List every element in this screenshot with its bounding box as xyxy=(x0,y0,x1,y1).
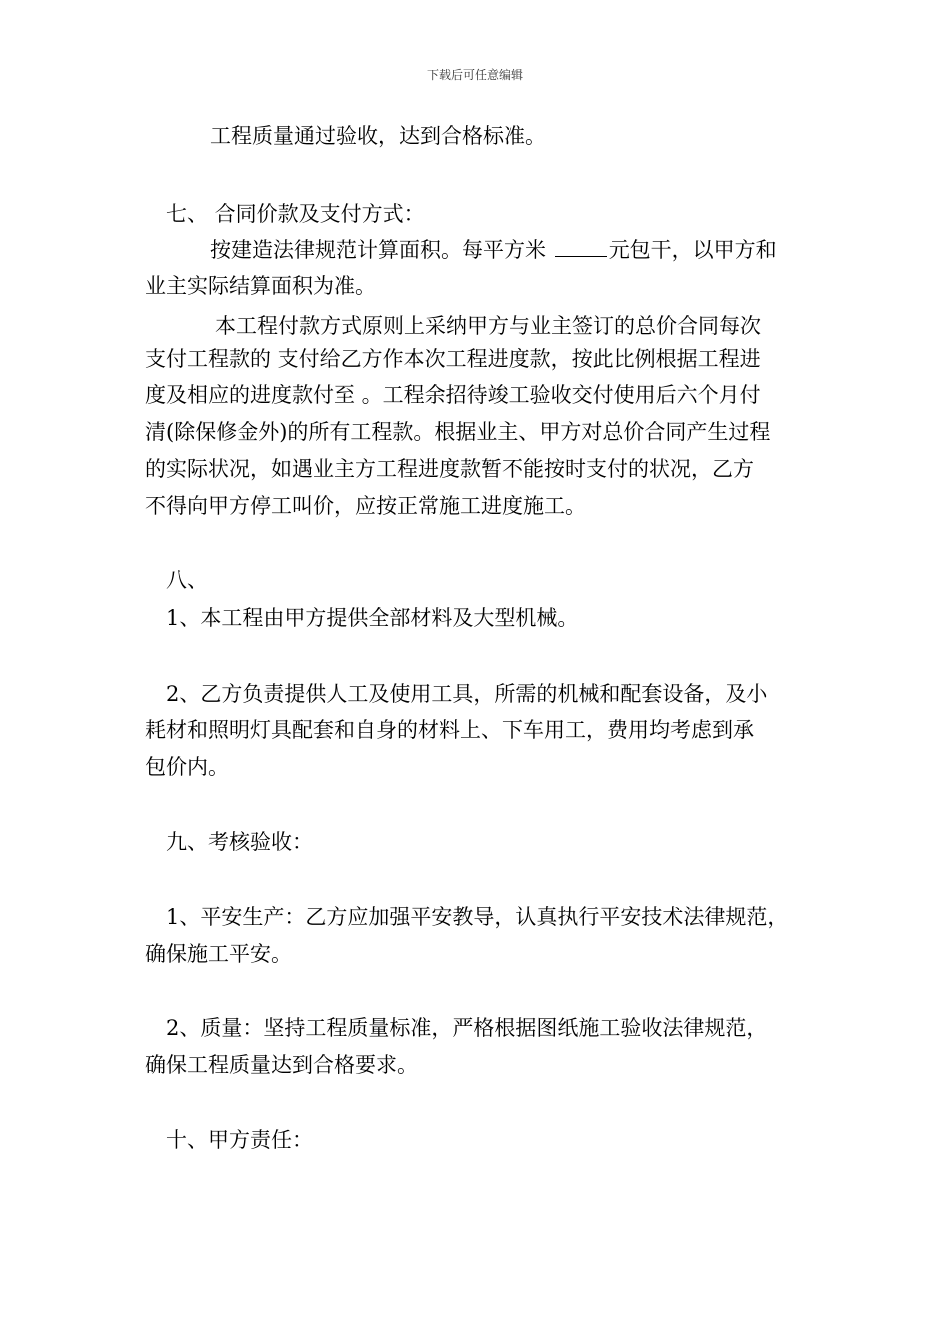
text-fragment: 按建造法律规范计算面积。每平方米 xyxy=(210,238,553,262)
paragraph-line: 包价内。 xyxy=(145,755,229,779)
section-heading-7: 七、 合同价款及支付方式： xyxy=(166,202,425,226)
paragraph-line: 1、本工程由甲方提供全部材料及大型机械。 xyxy=(166,606,579,630)
paragraph-line: 清(除保修金外)的所有工程款。根据业主、甲方对总价合同产生过程 xyxy=(145,420,771,444)
paragraph-line: 工程质量通过验收，达到合格标准。 xyxy=(210,124,546,148)
paragraph-line: 支付工程款的 支付给乙方作本次工程进度款，按此比例根据工程进 xyxy=(145,347,761,371)
section-heading-9: 九、考核验收： xyxy=(166,830,313,854)
paragraph-line: 业主实际结算面积为准。 xyxy=(145,274,376,298)
paragraph-line: 耗材和照明灯具配套和自身的材料上、下车用工，费用均考虑到承 xyxy=(145,718,754,742)
paragraph-line: 1、平安生产：乙方应加强平安教导，认真执行平安技术法律规范， xyxy=(166,905,789,929)
text-fragment: 元包干，以甲方和 xyxy=(608,238,777,262)
paragraph-line: 2、质量：坚持工程质量标准，严格根据图纸施工验收法律规范， xyxy=(166,1016,768,1040)
page-header-note: 下载后可任意编辑 xyxy=(426,68,523,82)
paragraph-line: 度及相应的进度款付至 。工程余招待竣工验收交付使用后六个月付 xyxy=(145,383,761,407)
paragraph-line: 本工程付款方式原则上采纳甲方与业主签订的总价合同每次 xyxy=(215,314,761,338)
fill-in-blank xyxy=(555,238,607,257)
paragraph-line-with-blank xyxy=(210,236,777,264)
paragraph-line: 不得向甲方停工叫价，应按正常施工进度施工。 xyxy=(145,494,586,518)
paragraph-line: 的实际状况，如遇业主方工程进度款暂不能按时支付的状况，乙方 xyxy=(145,457,754,481)
paragraph-line: 2、乙方负责提供人工及使用工具，所需的机械和配套设备，及小 xyxy=(166,682,768,706)
section-heading-10: 十、甲方责任： xyxy=(166,1128,313,1152)
section-heading-8: 八、 xyxy=(166,568,208,592)
paragraph-line: 确保工程质量达到合格要求。 xyxy=(145,1053,418,1077)
paragraph-line: 确保施工平安。 xyxy=(145,942,292,966)
